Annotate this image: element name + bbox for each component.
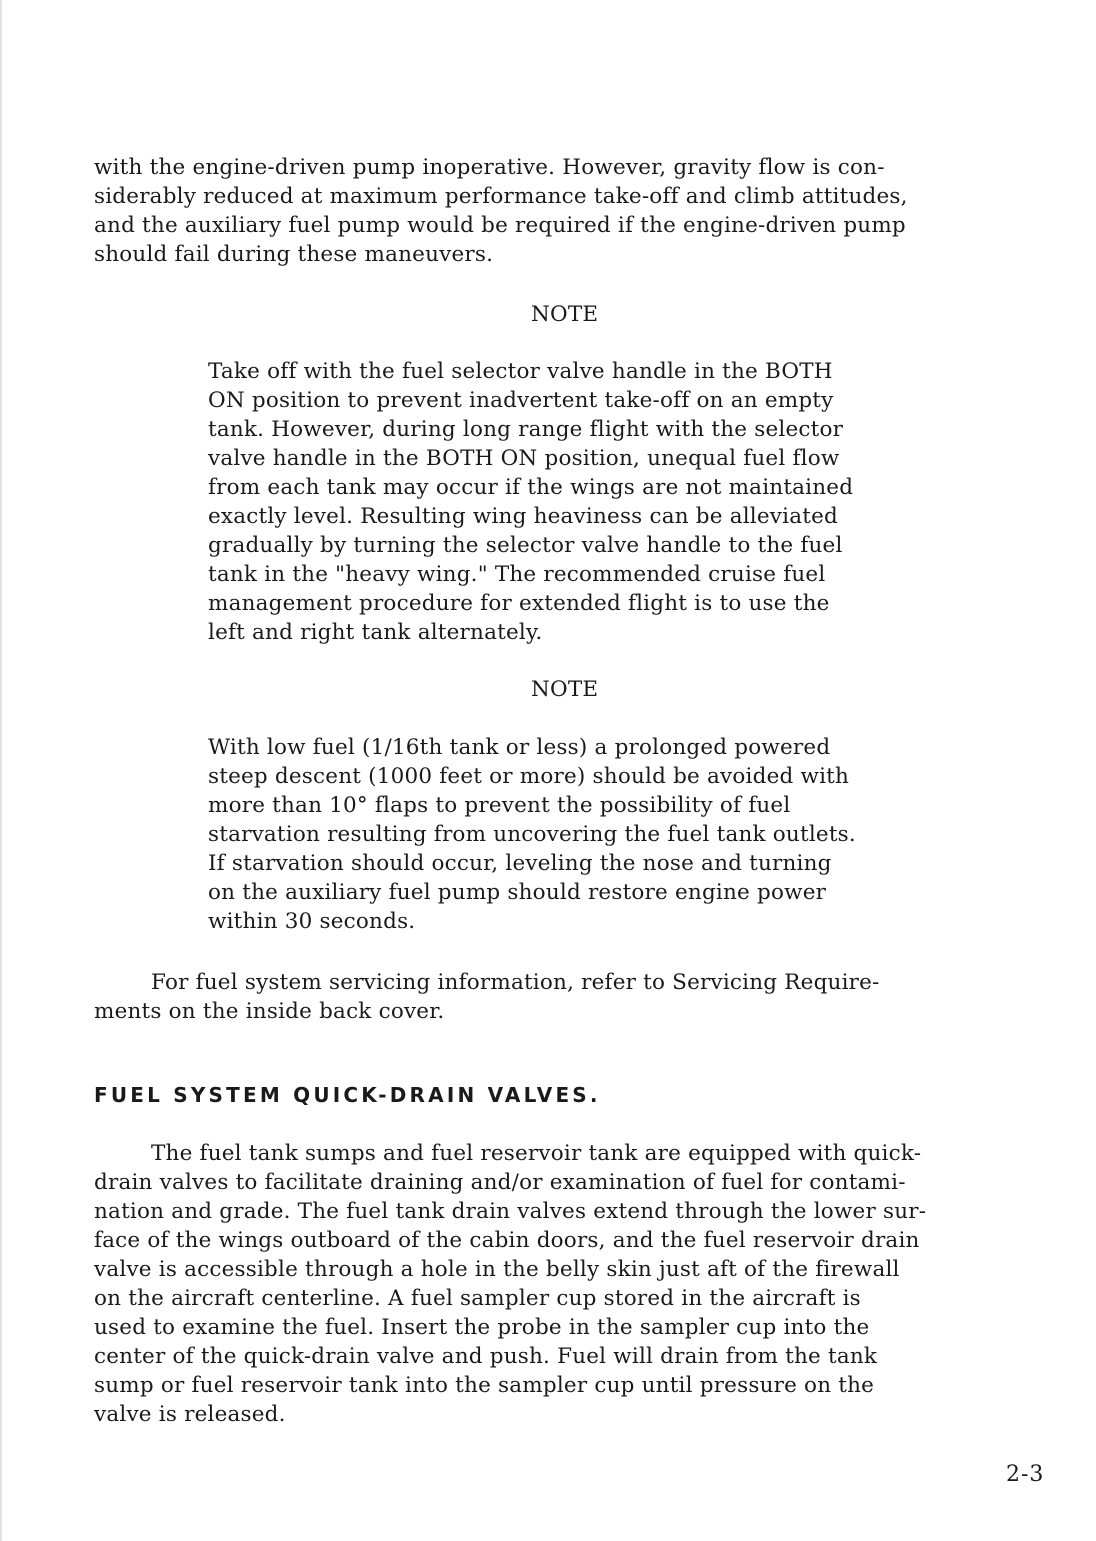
text-line: nation and grade. The fuel tank drain valves extend through the lower sur- [94,1199,927,1224]
note-line: Take off with the fuel selector valve handle in the BOTH [208,359,833,384]
text-line: ments on the inside back cover. [94,999,445,1024]
text-line: valve is accessible through a hole in the belly skin just aft of the firewall [94,1257,900,1282]
note-label: NOTE [531,302,599,327]
section-heading: FUEL SYSTEM QUICK-DRAIN VALVES. [94,1083,601,1107]
text-line: should fail during these maneuvers. [94,242,494,267]
page-number: 2-3 [1006,1462,1045,1487]
text-line: center of the quick-drain valve and push. Fuel will drain from the tank [94,1344,878,1369]
note-line: valve handle in the BOTH ON position, unequal fuel flow [208,446,840,471]
note-line: tank in the "heavy wing." The recommended cruise fuel [208,562,826,587]
text-line: siderably reduced at maximum performance take-off and climb attitudes, [94,184,908,209]
note-line: ON position to prevent inadvertent take-off on an empty [208,388,834,413]
note-line: gradually by turning the selector valve handle to the fuel [208,533,843,558]
note-label: NOTE [531,677,599,702]
note-line: more than 10° flaps to prevent the possibility of fuel [208,793,791,818]
text-line: For fuel system servicing information, refer to Servicing Require- [151,970,880,995]
note-line: from each tank may occur if the wings are not maintained [208,475,854,500]
text-line: on the aircraft centerline. A fuel sampler cup stored in the aircraft is [94,1286,861,1311]
text-line: face of the wings outboard of the cabin doors, and the fuel reservoir drain [94,1228,920,1253]
note-line: steep descent (1000 feet or more) should be avoided with [208,764,850,789]
text-line: sump or fuel reservoir tank into the sampler cup until pressure on the [94,1373,875,1398]
note-line: within 30 seconds. [208,909,416,934]
note-line: management procedure for extended flight is to use the [208,591,830,616]
note-line: starvation resulting from uncovering the fuel tank outlets. [208,822,856,847]
note-line: If starvation should occur, leveling the nose and turning [208,851,832,876]
note-line: exactly level. Resulting wing heaviness can be alleviated [208,504,838,529]
page-edge [0,0,3,1541]
text-line: with the engine-driven pump inoperative. However, gravity flow is con- [94,155,885,180]
text-line: valve is released. [94,1402,286,1427]
text-line: The fuel tank sumps and fuel reservoir tank are equipped with quick- [151,1141,922,1166]
text-line: drain valves to facilitate draining and/or examination of fuel for contami- [94,1170,906,1195]
note-line: on the auxiliary fuel pump should restore engine power [208,880,827,905]
note-line: tank. However, during long range flight with the selector [208,417,844,442]
text-line: and the auxiliary fuel pump would be required if the engine-driven pump [94,213,906,238]
note-line: left and right tank alternately. [208,620,543,645]
text-line: used to examine the fuel. Insert the probe in the sampler cup into the [94,1315,870,1340]
note-line: With low fuel (1/16th tank or less) a prolonged powered [208,735,831,760]
